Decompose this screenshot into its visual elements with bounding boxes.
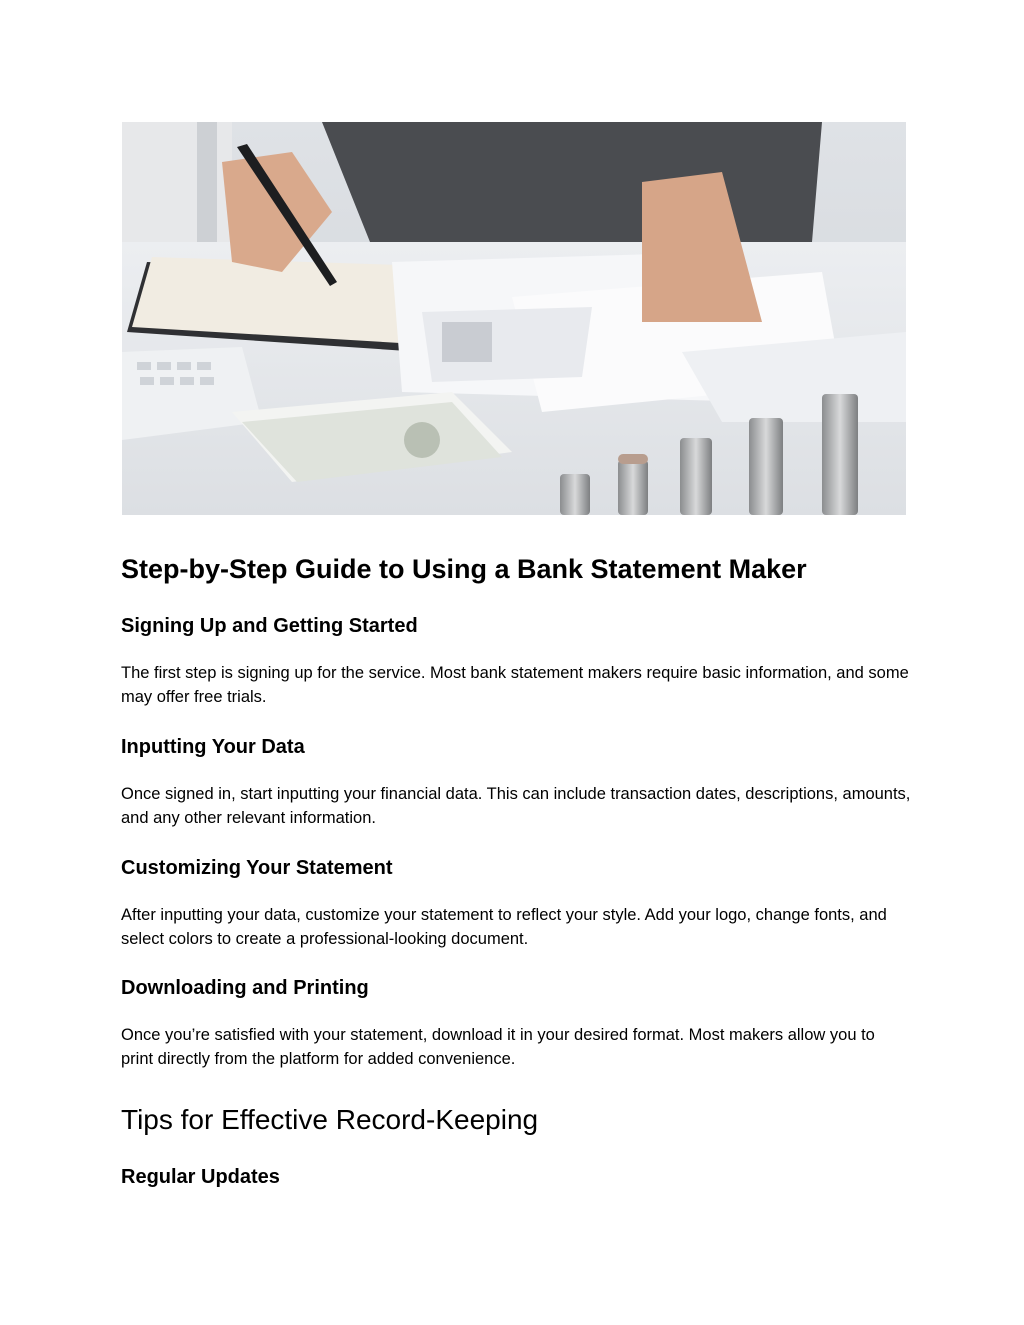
signup-paragraph: The first step is signing up for the service. Most bank statement makers require basic information, and some may offer free trials.	[121, 664, 909, 706]
custom-paragraph: After inputting your data, customize your statement to reflect your style. Add your logo, change fonts, and select colors to create a professional-looking document.	[121, 906, 887, 948]
tips-title: Tips for Effective Record-Keeping	[121, 1104, 539, 1135]
input-heading: Inputting Your Data	[121, 736, 305, 758]
download-paragraph: Once you’re satisfied with your statement, download it in your desired format. Most makers allow you to print directly from the platform for added convenience.	[121, 1026, 875, 1068]
updates-heading: Regular Updates	[121, 1166, 280, 1188]
bank-statement-photo	[122, 122, 906, 515]
signup-heading: Signing Up and Getting Started	[121, 615, 418, 637]
guide-title: Step-by-Step Guide to Using a Bank Statement Maker	[121, 554, 807, 584]
input-paragraph: Once signed in, start inputting your financial data. This can include transaction dates, descriptions, amounts, and any other relevant information.	[121, 785, 911, 827]
custom-heading: Customizing Your Statement	[121, 857, 393, 879]
download-heading: Downloading and Printing	[121, 977, 369, 999]
